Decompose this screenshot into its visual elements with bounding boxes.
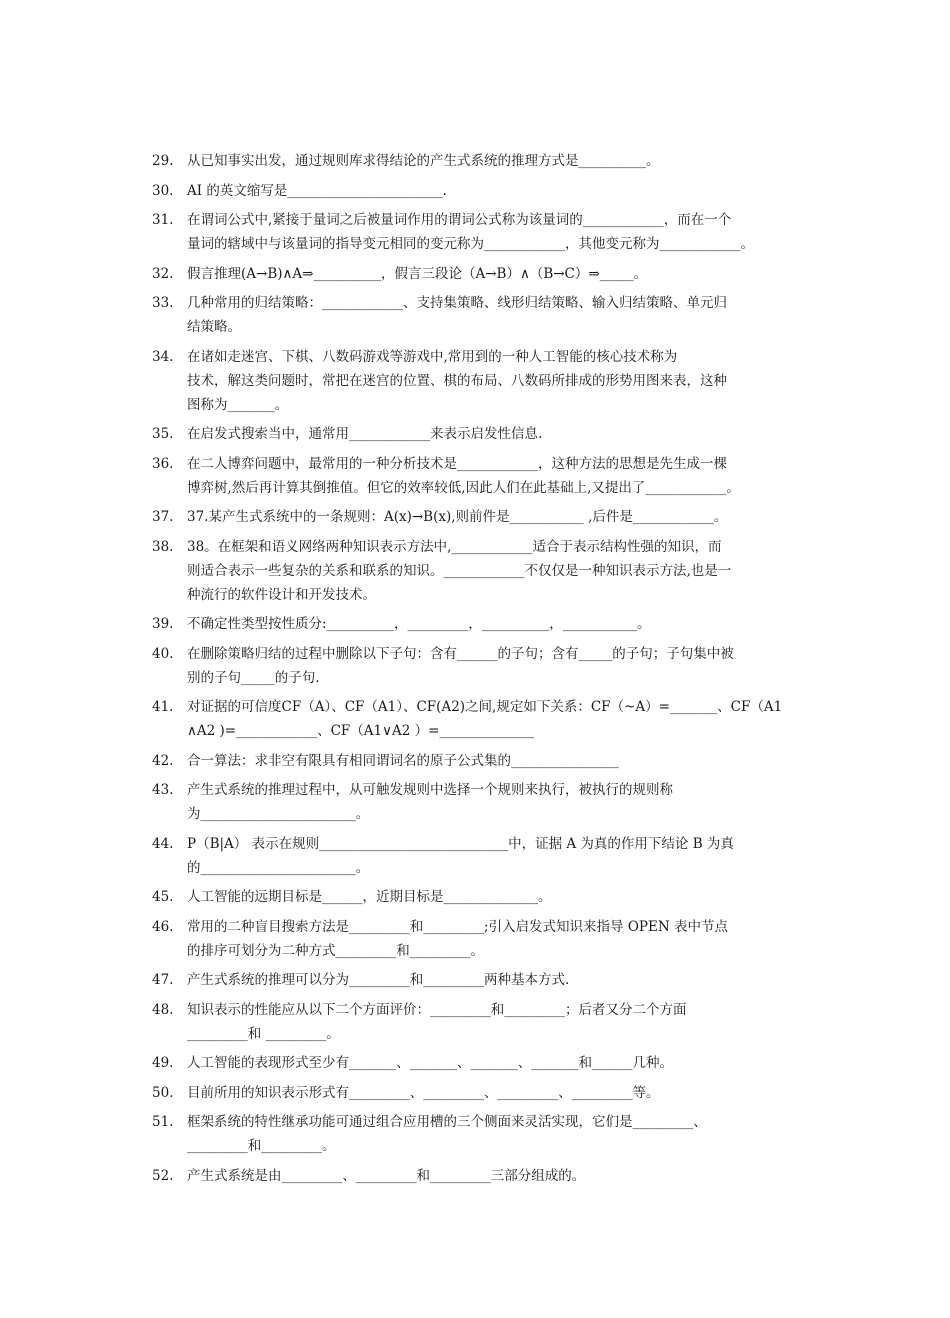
question-text bbox=[187, 885, 802, 909]
question-number: 34. bbox=[152, 348, 174, 365]
question-line: 人工智能的远期目标是______，近期目标是______________。 bbox=[187, 889, 552, 905]
question-number: 50. bbox=[152, 1084, 174, 1101]
question-item bbox=[152, 422, 802, 446]
question-line: 38。在框架和语义网络两种知识表示方法中,____________适合于表示结构性强的知识，而 bbox=[187, 538, 722, 555]
question-number: 45. bbox=[152, 889, 174, 905]
question-number: 36. bbox=[152, 455, 174, 472]
question-item bbox=[152, 749, 802, 773]
question-line: 图称为_______。 bbox=[187, 396, 289, 413]
question-line: 则适合表示一些复杂的关系和联系的知识。____________不仅仅是一种知识表示方法,也是一 bbox=[187, 562, 732, 579]
question-item bbox=[152, 1164, 802, 1188]
question-line: 人工智能的表现形式至少有_______、_______、_______、_______和______几种。 bbox=[187, 1055, 673, 1071]
question-text bbox=[187, 1110, 802, 1158]
question-line: P（B|A） 表示在规则____________________________中，证据 A 为真的作用下结论 B 为真 bbox=[187, 835, 734, 852]
question-line: 从已知事实出发，通过规则库求得结论的产生式系统的推理方式是__________。 bbox=[187, 153, 660, 169]
question-item bbox=[152, 968, 802, 992]
question-number: 43. bbox=[152, 782, 174, 798]
question-line: 在二人博弈问题中，最常用的一种分析技术是____________，这种方法的思想是先生成一棵 bbox=[187, 455, 727, 472]
question-text bbox=[187, 1164, 802, 1188]
question-line: 假言推理(A→B)∧A⇒__________，假言三段论（A→B）∧（B→C）⇒_____。 bbox=[187, 265, 647, 282]
question-number: 33. bbox=[152, 295, 174, 311]
question-number: 38. bbox=[152, 538, 174, 555]
question-line: 为_______________________。 bbox=[187, 806, 370, 822]
question-line: 37.某产生式系统中的一条规则：A(x)→B(x),则前件是___________ ,后件是____________。 bbox=[187, 509, 728, 525]
question-line: 在谓词公式中,紧接于量词之后被量词作用的谓词公式称为该量词的____________，而在一个 bbox=[187, 212, 732, 228]
question-number: 52. bbox=[152, 1167, 174, 1184]
question-item bbox=[152, 832, 802, 880]
question-item bbox=[152, 149, 802, 173]
question-item bbox=[152, 208, 802, 256]
question-text bbox=[187, 915, 802, 963]
question-number: 46. bbox=[152, 918, 174, 935]
question-text bbox=[187, 208, 802, 256]
question-number: 49. bbox=[152, 1055, 174, 1071]
question-list bbox=[152, 149, 802, 1193]
question-text bbox=[187, 179, 802, 203]
question-number: 51. bbox=[152, 1114, 174, 1130]
question-number: 47. bbox=[152, 972, 174, 988]
question-item bbox=[152, 179, 802, 203]
question-line: 结策略。 bbox=[187, 319, 241, 335]
question-number: 44. bbox=[152, 835, 174, 852]
question-number: 42. bbox=[152, 752, 174, 769]
question-line: 在诸如走迷宫、下棋、八数码游戏等游戏中,常用到的一种人工智能的核心技术称为 bbox=[187, 348, 678, 365]
question-line: _________和_________。 bbox=[187, 1138, 336, 1154]
question-text bbox=[187, 262, 802, 286]
question-item bbox=[152, 778, 802, 826]
question-text bbox=[187, 535, 802, 607]
question-item bbox=[152, 345, 802, 417]
question-text bbox=[187, 291, 802, 339]
question-text bbox=[187, 695, 802, 743]
question-number: 31. bbox=[152, 212, 174, 228]
question-line: 框架系统的特性继承功能可通过组合应用槽的三个侧面来灵活实现，它们是_________、 bbox=[187, 1114, 707, 1130]
question-line: 产生式系统的推理可以分为_________和_________两种基本方式. bbox=[187, 972, 570, 988]
question-line: 别的子句_____的子句. bbox=[187, 669, 320, 686]
question-line: 种流行的软件设计和开发技术。 bbox=[187, 586, 376, 603]
question-text bbox=[187, 998, 802, 1046]
question-item bbox=[152, 535, 802, 607]
question-item bbox=[152, 885, 802, 909]
question-text bbox=[187, 778, 802, 826]
question-number: 35. bbox=[152, 426, 174, 442]
question-item bbox=[152, 915, 802, 963]
question-line: 在启发式搜索当中，通常用____________来表示启发性信息. bbox=[187, 426, 543, 442]
question-line: 的排序可划分为二种方式_________和_________。 bbox=[187, 942, 484, 959]
question-item bbox=[152, 1110, 802, 1158]
question-item bbox=[152, 452, 802, 500]
question-text bbox=[187, 505, 802, 529]
question-line: 目前所用的知识表示形式有_________、_________、_________、_________等。 bbox=[187, 1084, 660, 1101]
question-line: 的_______________________。 bbox=[187, 859, 370, 876]
question-line: 产生式系统是由_________、_________和_________三部分组成的。 bbox=[187, 1167, 586, 1184]
question-text bbox=[187, 968, 802, 992]
question-text bbox=[187, 832, 802, 880]
question-line: 对证据的可信度CF（A）、CF（A1）、CF(A2)之间,规定如下关系：CF（~A）=_______、CF（A1 bbox=[187, 699, 783, 715]
question-line: 合一算法：求非空有限具有相同谓词名的原子公式集的________________ bbox=[187, 752, 619, 769]
question-text bbox=[187, 749, 802, 773]
question-text bbox=[187, 1051, 802, 1075]
question-item bbox=[152, 291, 802, 339]
question-line: 技术，解这类问题时，常把在迷宫的位置、棋的布局、八数码所排成的形势用图来表，这种 bbox=[187, 372, 727, 389]
question-line: 产生式系统的推理过程中，从可触发规则中选择一个规则来执行，被执行的规则称 bbox=[187, 782, 673, 798]
question-line: 不确定性类型按性质分:__________，_________，__________，___________。 bbox=[187, 616, 651, 632]
question-item bbox=[152, 695, 802, 743]
question-item bbox=[152, 612, 802, 636]
question-number: 41. bbox=[152, 699, 174, 715]
question-item bbox=[152, 1051, 802, 1075]
question-line: _________和 _________。 bbox=[187, 1025, 340, 1042]
question-text bbox=[187, 422, 802, 446]
question-line: 几种常用的归结策略：____________、支持集策略、线形归结策略、输入归结策略、单元归 bbox=[187, 295, 727, 311]
question-number: 32. bbox=[152, 265, 174, 282]
question-line: ∧A2 )=____________、CF（A1∨A2 ）=______________ bbox=[187, 723, 534, 739]
question-number: 48. bbox=[152, 1001, 174, 1018]
question-item bbox=[152, 998, 802, 1046]
question-text bbox=[187, 642, 802, 690]
question-text bbox=[187, 612, 802, 636]
question-number: 37. bbox=[152, 509, 174, 525]
question-item bbox=[152, 505, 802, 529]
question-line: 常用的二种盲目搜索方法是_________和_________;引入启发式知识来指导 OPEN 表中节点 bbox=[187, 918, 728, 935]
question-text bbox=[187, 345, 802, 417]
question-line: 博弈树,然后再计算其倒推值。但它的效率较低,因此人们在此基础上,又提出了____________。 bbox=[187, 479, 740, 496]
question-number: 30. bbox=[152, 182, 174, 199]
question-text bbox=[187, 149, 802, 173]
question-number: 29. bbox=[152, 153, 174, 169]
question-item bbox=[152, 642, 802, 690]
question-text bbox=[187, 1081, 802, 1105]
question-item bbox=[152, 262, 802, 286]
question-item bbox=[152, 1081, 802, 1105]
question-line: 在删除策略归结的过程中删除以下子句：含有______的子句；含有_____的子句；子句集中被 bbox=[187, 645, 734, 662]
question-number: 39. bbox=[152, 616, 174, 632]
question-text bbox=[187, 452, 802, 500]
question-line: 知识表示的性能应从以下二个方面评价：_________和_________；后者又分二个方面 bbox=[187, 1001, 687, 1018]
question-line: 量词的辖域中与该量词的指导变元相同的变元称为____________，其他变元称为____________。 bbox=[187, 236, 754, 252]
question-number: 40. bbox=[152, 645, 174, 662]
question-line: AI 的英文缩写是_______________________. bbox=[187, 182, 447, 199]
